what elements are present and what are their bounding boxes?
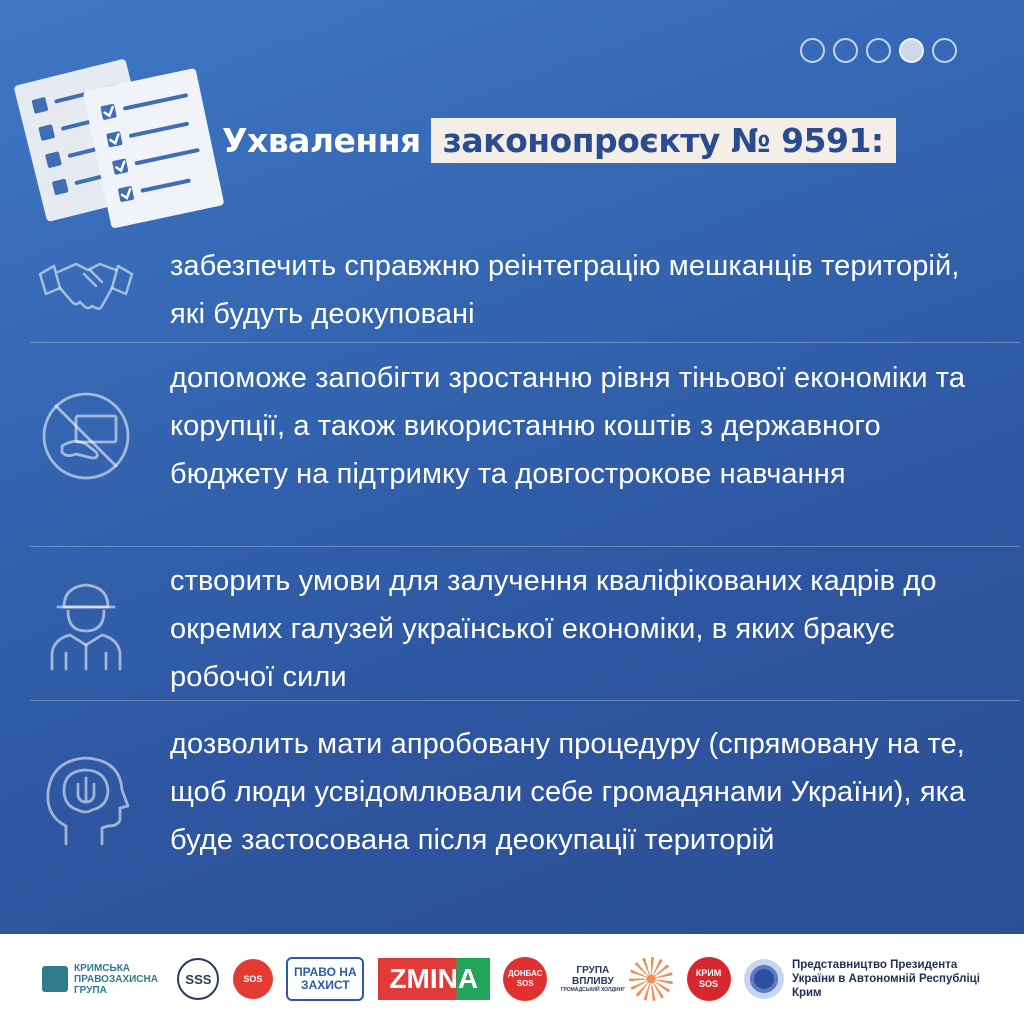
logo-donbas-line2: SOS <box>516 979 534 988</box>
logo-pravo-na-zakhyst[interactable] <box>286 957 364 1001</box>
logo-grupa-line2: ВПЛИВУ <box>572 976 614 987</box>
logo-grupa-line3: ГРОМАДСЬКИЙ ХОЛДИНГ <box>560 987 626 993</box>
logo-khpg[interactable] <box>42 963 164 996</box>
handshake-icon <box>36 236 136 336</box>
logo-grupa-vplyvu[interactable] <box>561 957 673 1001</box>
list-item-text: дозволить мати апробовану процедуру (спрямовану на те, щоб люди усвідомлювали себе громадянами України), яка буде застосована після деокупації територій <box>170 728 966 856</box>
pagination-dot-5[interactable] <box>932 38 957 63</box>
logo-zmina-text: ZMINA <box>389 963 479 994</box>
logo-donbas-line1: ДОНБАС <box>507 969 543 978</box>
logo-grupa-line1: ГРУПА <box>576 965 610 976</box>
representation-emblem-icon <box>744 959 784 999</box>
logo-khpg-text: КРИМСЬКА ПРАВОЗАХИСНА ГРУПА <box>74 962 158 996</box>
list-item-text: забезпечить справжню реінтеграцію мешканців територій, які будуть деокуповані <box>170 250 960 330</box>
divider <box>30 700 1020 701</box>
khpg-mark-icon <box>42 966 68 992</box>
pagination-dots <box>800 38 957 63</box>
list-item-text: створить умови для залучення кваліфікованих кадрів до окремих галузей української економіки, в яких бракує робочої сили <box>170 565 937 693</box>
divider <box>30 342 1020 343</box>
head-trident-icon <box>36 750 136 850</box>
logo-lifebuoy-sos[interactable] <box>233 959 273 999</box>
grupa-burst-icon <box>629 957 673 1001</box>
logo-pred-text: Представництво Президента України в Автономній Республіці Крим <box>791 959 980 999</box>
logo-krym-line2: SOS <box>698 979 718 989</box>
logo-krym-sos[interactable] <box>687 957 731 1001</box>
worker-icon <box>36 573 136 673</box>
logo-presidential-representation-crimea[interactable] <box>744 958 992 1000</box>
list-item-text: допоможе запобігти зростанню рівня тіньової економіки та корупції, а також використанню коштів з державного бюджету на підтримку та довгострокове навчання <box>170 362 966 490</box>
page-title <box>222 118 896 163</box>
pagination-dot-2[interactable] <box>833 38 858 63</box>
pagination-dot-1[interactable] <box>800 38 825 63</box>
pagination-dot-4[interactable] <box>899 38 924 63</box>
no-corruption-icon <box>36 386 136 486</box>
checklist-documents-icon <box>14 38 224 228</box>
logo-pravo-line1: ПРАВО НА <box>294 965 357 979</box>
logo-ring-text: SOS <box>243 974 263 984</box>
logo-sss[interactable] <box>177 958 219 1000</box>
logo-donbas-sos[interactable] <box>503 957 547 1001</box>
logo-krym-line1: КРИМ <box>695 968 722 978</box>
pagination-dot-3[interactable] <box>866 38 891 63</box>
logo-sss-text: SSS <box>185 971 212 987</box>
logo-zmina[interactable] <box>378 958 490 1000</box>
logo-pravo-line2: ЗАХИСТ <box>301 978 350 992</box>
partner-logos-footer <box>0 934 1024 1024</box>
title-part-2-highlight: законопроєкту № 9591: <box>431 118 896 163</box>
title-part-1: Ухвалення <box>222 121 421 160</box>
divider <box>30 546 1020 547</box>
